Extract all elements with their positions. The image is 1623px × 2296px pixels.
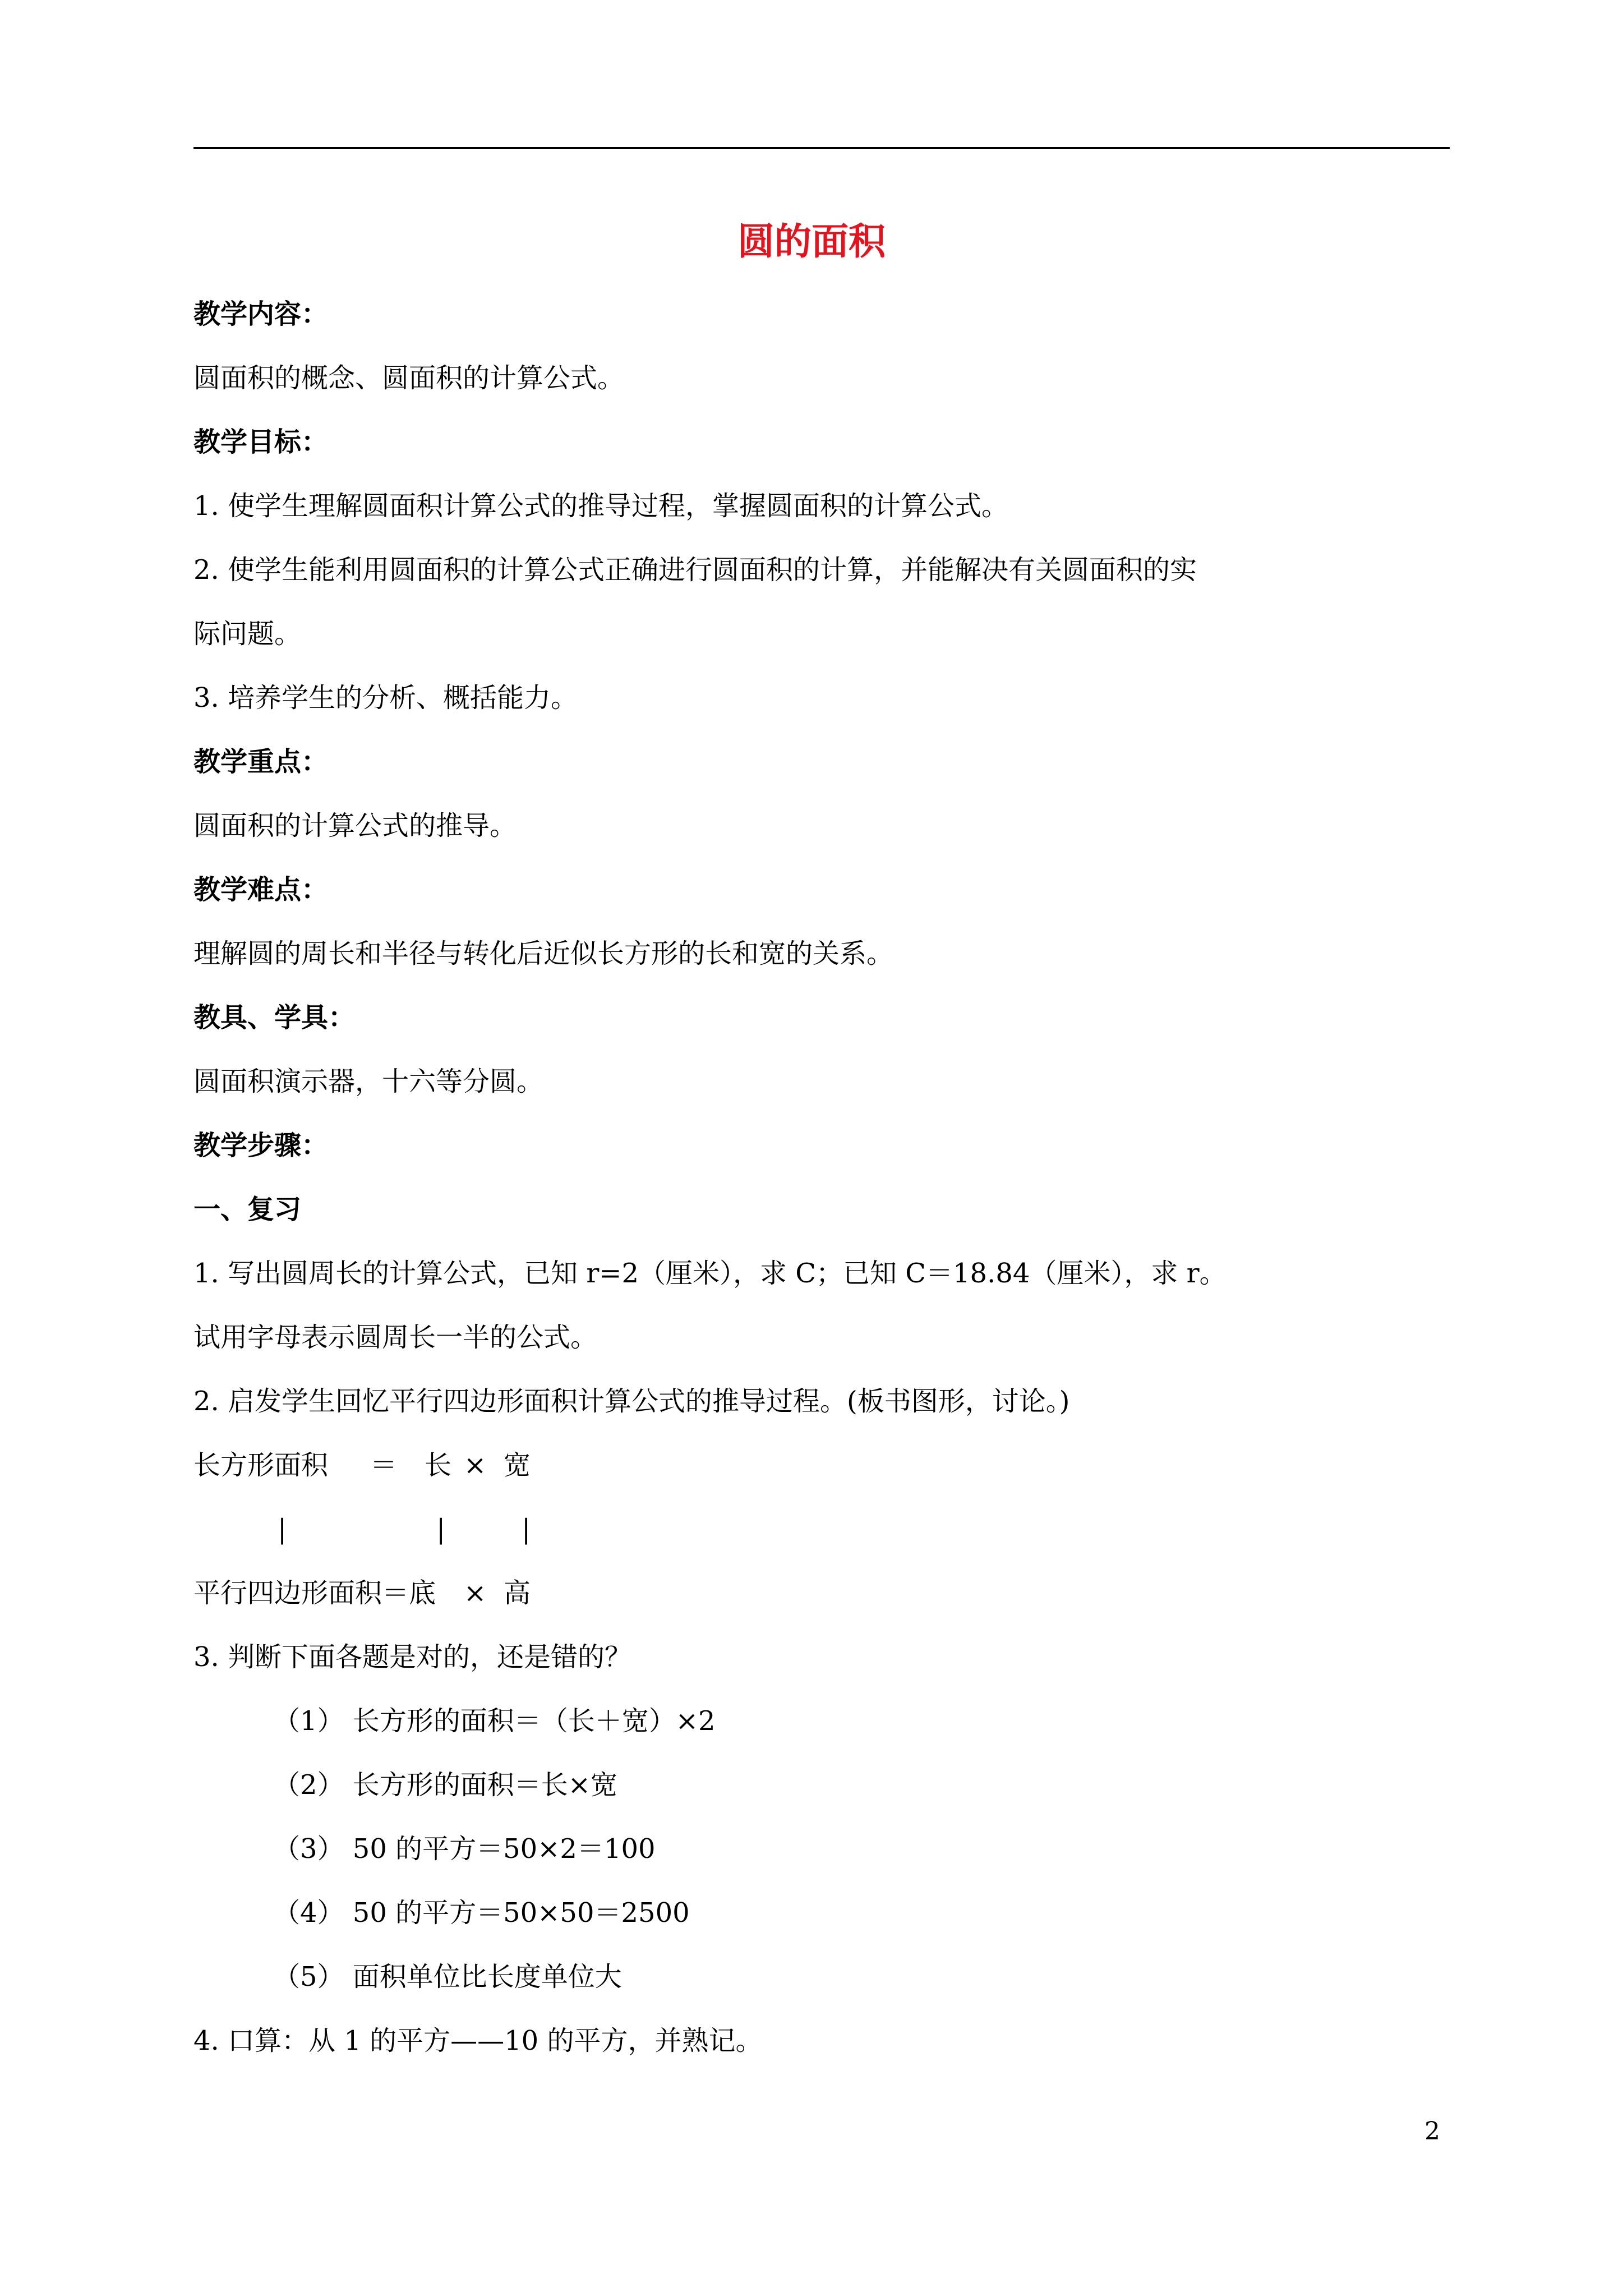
review-item-1-continued: 试用字母表示圆周长一半的公式。 — [193, 1322, 598, 1353]
key-text: 圆面积的计算公式的推导。 — [193, 810, 517, 841]
review-item-2: 2. 启发学生回忆平行四边形面积计算公式的推导过程。(板书图形，讨论。) — [193, 1386, 1070, 1417]
formula-height-label: 高 — [504, 1577, 531, 1609]
review-heading: 一、复习 — [193, 1194, 302, 1225]
formula-width-label: 宽 — [504, 1450, 531, 1481]
content-text: 圆面积的概念、圆面积的计算公式。 — [193, 362, 625, 394]
judgement-item-1: （1） 长方形的面积＝（长＋宽）×2 — [273, 1705, 716, 1737]
key-heading: 教学重点： — [193, 746, 329, 777]
formula-row-rectangle — [193, 1446, 754, 1485]
document-title: 圆的面积 — [737, 219, 886, 263]
goals-heading: 教学目标： — [193, 426, 329, 458]
review-item-1: 1. 写出圆周长的计算公式，已知 r=2（厘米），求 C；已知 C＝18.84（厘米），求 r。 — [193, 1258, 1227, 1289]
goal-item-2-continued: 际问题。 — [193, 618, 302, 650]
formula-rectangle-area-label: 长方形面积 — [193, 1450, 329, 1481]
formula-length-label: 长 — [425, 1450, 452, 1481]
formula-times-sign-2: × — [464, 1577, 487, 1609]
steps-heading: 教学步骤： — [193, 1130, 329, 1161]
header-rule — [193, 147, 1450, 149]
formula-connector-2: | — [436, 1513, 446, 1545]
page-number: 2 — [1424, 2117, 1440, 2146]
goal-item-2: 2. 使学生能利用圆面积的计算公式正确进行圆面积的计算，并能解决有关圆面积的实 — [193, 554, 1197, 586]
tools-heading: 教具、学具： — [193, 1002, 356, 1033]
goal-item-3: 3. 培养学生的分析、概括能力。 — [193, 682, 578, 714]
content-heading: 教学内容： — [193, 298, 329, 330]
review-item-3: 3. 判断下面各题是对的，还是错的？ — [193, 1641, 632, 1673]
formula-row-parallelogram — [193, 1573, 754, 1613]
tools-text: 圆面积演示器，十六等分圆。 — [193, 1066, 544, 1097]
judgement-item-2: （2） 长方形的面积＝长×宽 — [273, 1769, 618, 1801]
goal-item-1: 1. 使学生理解圆面积计算公式的推导过程，掌握圆面积的计算公式。 — [193, 490, 1009, 522]
review-item-4: 4. 口算：从 1 的平方——10 的平方，并熟记。 — [193, 2025, 763, 2056]
formula-times-sign: × — [464, 1450, 487, 1481]
formula-row-correspondence — [193, 1510, 754, 1549]
formula-connector-1: | — [278, 1513, 287, 1545]
formula-connector-3: | — [522, 1513, 531, 1545]
difficulty-heading: 教学难点： — [193, 874, 329, 905]
formula-parallelogram-area-label: 平行四边形面积＝底 — [193, 1577, 436, 1609]
judgement-item-3: （3） 50 的平方＝50×2＝100 — [273, 1833, 656, 1865]
judgement-item-5: （5） 面积单位比长度单位大 — [273, 1961, 622, 1993]
difficulty-text: 理解圆的周长和半径与转化后近似长方形的长和宽的关系。 — [193, 938, 894, 969]
formula-equals-sign: ＝ — [370, 1450, 398, 1481]
judgement-item-4: （4） 50 的平方＝50×50＝2500 — [273, 1897, 690, 1929]
